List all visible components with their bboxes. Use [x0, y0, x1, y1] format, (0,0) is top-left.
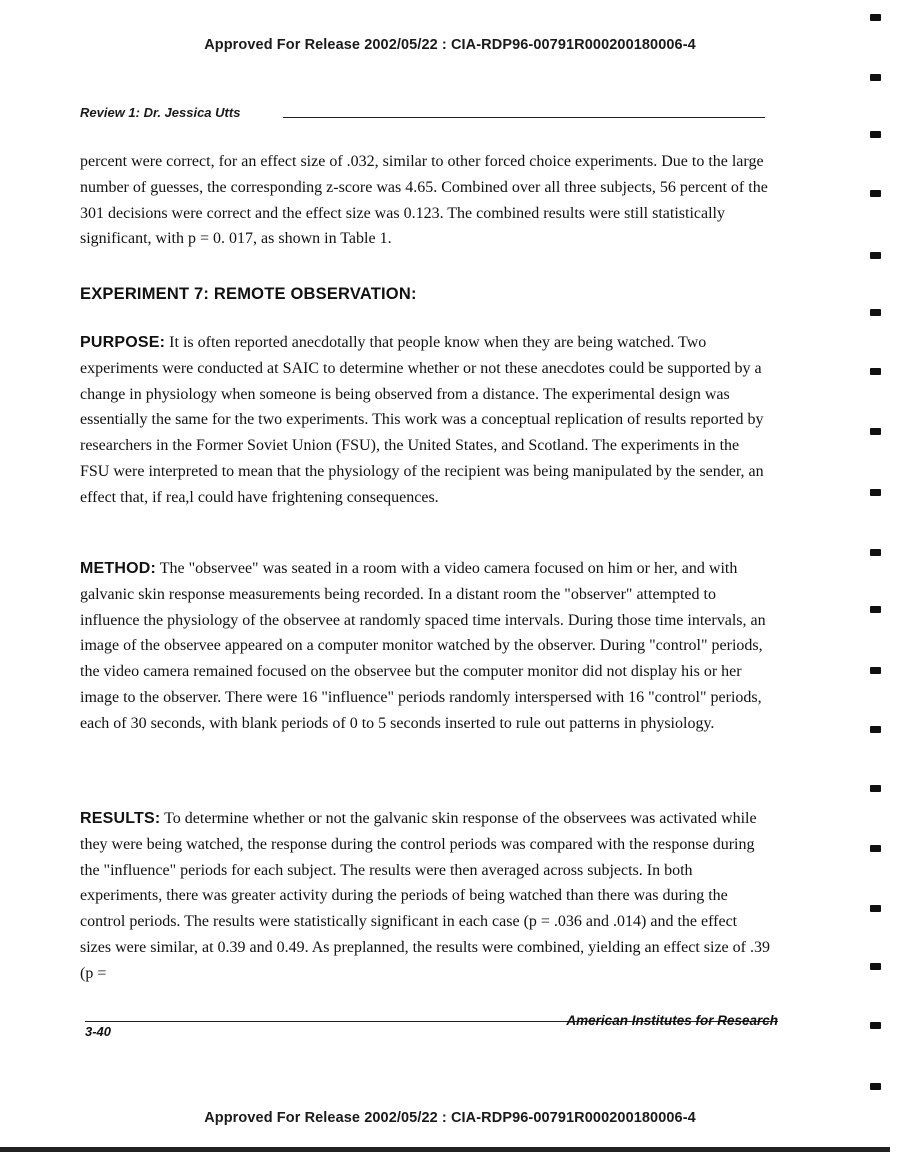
section-heading: EXPERIMENT 7: REMOTE OBSERVATION: — [80, 285, 417, 303]
header-rule — [283, 117, 765, 118]
continued-paragraph — [80, 149, 770, 252]
purpose-paragraph — [80, 330, 770, 511]
purpose-text: It is often reported anecdotally that people know when they are being watched. Two experiments were conducted at SAIC to determine whether or not these anecdotes could be supported by a change in physiology when someone is being observed from a distance. The experimental design was essentially the same for the two experiments. This work was a conceptual replication of results reported by researchers in the Former Soviet Union (FSU), the United States, and Scotland. The experiments in the FSU were interpreted to mean that the physiology of the recipient was being manipulated by the sender, an effect that, if rea,l could have frightening consequences. — [80, 334, 764, 506]
scan-mark — [870, 14, 881, 21]
release-notice-top: Approved For Release 2002/05/22 : CIA-RDP96-00791R000200180006-4 — [204, 37, 696, 53]
continued-paragraph-text: percent were correct, for an effect size of .032, similar to other forced choice experiments. Due to the large number of guesses, the corresponding z-score was 4.65. Combined over all three subjects, 56 percent of the 301 decisions were correct and the effect size was 0.123. The combined results were still statistically significant, with p = 0. 017, as shown in Table 1. — [80, 153, 768, 248]
scan-mark — [870, 785, 881, 792]
scan-mark — [870, 963, 881, 970]
scan-mark — [870, 549, 881, 556]
results-text: To determine whether or not the galvanic skin response of the observees was activated while they were being watched, the response during the control periods was compared with the response during the "influence" periods for each subject. The results were then averaged across subjects. In both experiments, there was greater activity during the periods of being watched than there was during the control periods. The results were statistically significant in each case (p = .036 and .014) and the effect sizes were similar, at 0.39 and 0.49. As preplanned, the results were combined, yielding an effect size of .39 (p = — [80, 810, 770, 982]
publisher-name: American Institutes for Research — [566, 1013, 778, 1028]
scan-mark — [870, 131, 881, 138]
scan-margin-marks — [862, 0, 900, 1140]
release-notice-bottom: Approved For Release 2002/05/22 : CIA-RDP96-00791R000200180006-4 — [204, 1110, 696, 1126]
method-text: The "observee" was seated in a room with a video camera focused on him or her, and with galvanic skin response measurements being recorded. In a distant room the "observer" attempted to influence the physiology of the observee at randomly spaced time intervals. During those time intervals, an image of the observee appeared on a computer monitor watched by the observer. During "control" periods, the video camera remained focused on the observee but the computer monitor did not display his or her image to the observer. There were 16 "influence" periods randomly interspersed with 16 "control" periods, each of 30 seconds, with blank periods of 0 to 5 seconds inserted to rule out patterns in physiology. — [80, 560, 766, 732]
scan-mark — [870, 428, 881, 435]
scan-mark — [870, 606, 881, 613]
scan-mark — [870, 1022, 881, 1029]
results-label: RESULTS: — [80, 810, 161, 827]
scan-mark — [870, 368, 881, 375]
scan-mark — [870, 726, 881, 733]
method-paragraph — [80, 556, 770, 737]
scan-mark — [870, 489, 881, 496]
scan-mark — [870, 190, 881, 197]
scan-edge-bar — [0, 1147, 890, 1152]
purpose-label: PURPOSE: — [80, 334, 166, 351]
running-head: Review 1: Dr. Jessica Utts — [80, 105, 241, 120]
scan-mark — [870, 845, 881, 852]
scan-mark — [870, 252, 881, 259]
scan-mark — [870, 905, 881, 912]
scan-mark — [870, 667, 881, 674]
method-label: METHOD: — [80, 560, 157, 577]
scan-mark — [870, 74, 881, 81]
scan-mark — [870, 1083, 881, 1090]
scan-mark — [870, 309, 881, 316]
page-number: 3-40 — [85, 1024, 112, 1039]
results-paragraph — [80, 806, 770, 987]
